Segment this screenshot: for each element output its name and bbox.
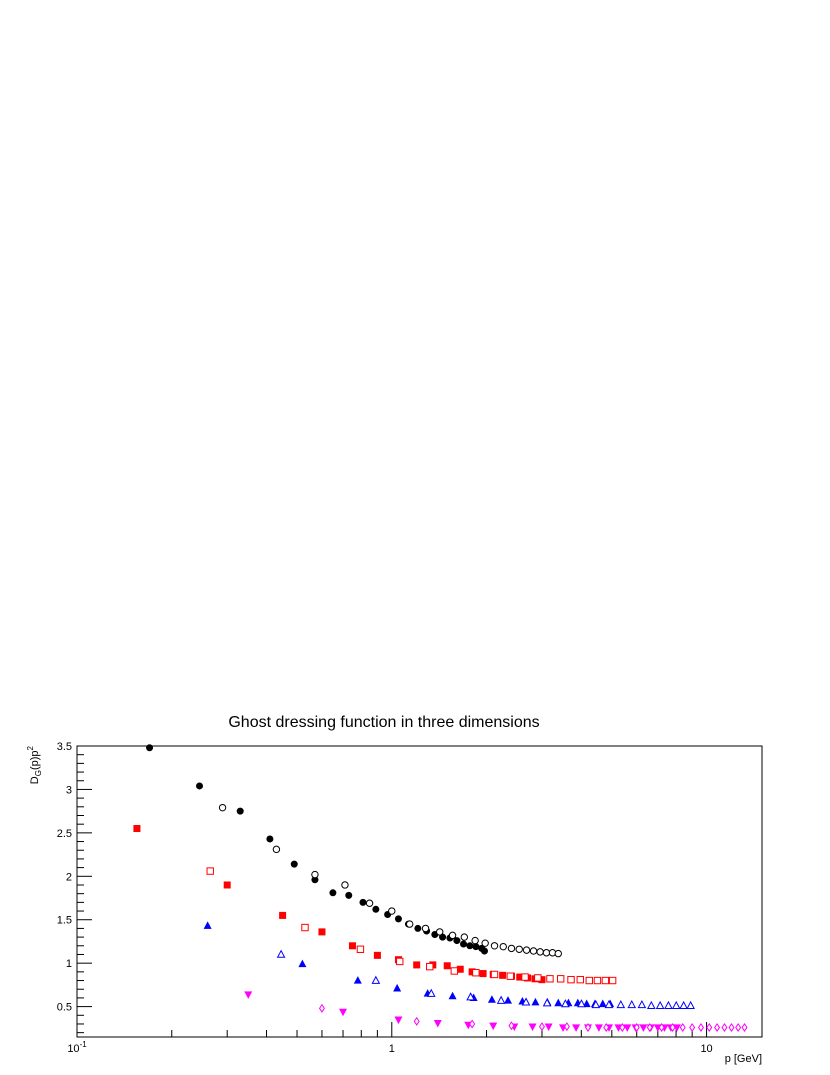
data-point bbox=[557, 976, 563, 982]
data-point bbox=[481, 948, 487, 954]
x-tick-label bbox=[700, 1043, 712, 1055]
data-point bbox=[461, 934, 467, 940]
data-point bbox=[196, 783, 202, 789]
data-point bbox=[507, 973, 513, 979]
data-point bbox=[543, 950, 549, 956]
data-point bbox=[349, 943, 355, 949]
data-point bbox=[330, 890, 336, 896]
data-point bbox=[414, 962, 420, 968]
data-point bbox=[480, 970, 486, 976]
y-axis-label bbox=[26, 745, 43, 784]
data-point bbox=[389, 908, 395, 914]
data-point bbox=[499, 972, 505, 978]
data-point bbox=[219, 804, 225, 810]
y-tick-label: 2 bbox=[65, 871, 72, 884]
data-point bbox=[537, 949, 543, 955]
x-tick-label-base: 10 bbox=[67, 1043, 80, 1055]
data-point bbox=[467, 943, 473, 949]
data-point bbox=[422, 925, 428, 931]
data-point bbox=[415, 925, 421, 931]
x-axis-label: p [GeV] bbox=[724, 1053, 762, 1065]
data-point bbox=[427, 963, 433, 969]
data-point bbox=[451, 968, 457, 974]
data-point bbox=[449, 932, 455, 938]
data-point bbox=[609, 977, 615, 983]
data-point bbox=[397, 958, 403, 964]
data-point bbox=[472, 937, 478, 943]
chart-title: Ghost dressing function in three dimensions bbox=[228, 714, 540, 731]
data-point bbox=[273, 846, 279, 852]
data-point bbox=[406, 921, 412, 927]
data-point bbox=[586, 977, 592, 983]
data-point bbox=[444, 963, 450, 969]
data-point bbox=[279, 912, 285, 918]
data-point bbox=[460, 941, 466, 947]
data-point bbox=[373, 906, 379, 912]
y-axis-label-sup: 2 bbox=[26, 746, 35, 751]
data-point bbox=[312, 871, 318, 877]
y-axis-label-base: D bbox=[29, 776, 41, 785]
data-point bbox=[319, 929, 325, 935]
data-point bbox=[491, 943, 497, 949]
y-axis-label-sub: G bbox=[34, 770, 43, 777]
data-point bbox=[207, 868, 213, 874]
data-point bbox=[473, 970, 479, 976]
data-point bbox=[523, 947, 529, 953]
data-point bbox=[267, 836, 273, 842]
data-point bbox=[555, 950, 561, 956]
data-point bbox=[535, 975, 541, 981]
x-tick-label bbox=[389, 1043, 395, 1055]
data-point bbox=[237, 808, 243, 814]
x-tick-label-sup: -1 bbox=[79, 1040, 87, 1049]
data-point bbox=[594, 977, 600, 983]
data-point bbox=[374, 952, 380, 958]
data-point bbox=[500, 943, 506, 949]
data-point bbox=[530, 948, 536, 954]
data-point bbox=[366, 900, 372, 906]
data-point bbox=[360, 899, 366, 905]
y-tick-label: 0.5 bbox=[56, 1001, 72, 1014]
data-point bbox=[568, 976, 574, 982]
y-tick-label: 2.5 bbox=[56, 827, 72, 840]
y-tick-label: 3 bbox=[65, 784, 72, 797]
data-point bbox=[291, 861, 297, 867]
y-tick-label: 3.5 bbox=[56, 741, 72, 753]
data-point bbox=[491, 971, 497, 977]
data-point bbox=[146, 745, 152, 751]
data-point bbox=[473, 943, 479, 949]
data-point bbox=[508, 945, 514, 951]
data-point bbox=[224, 882, 230, 888]
x-tick-label-base: 1 bbox=[388, 1043, 395, 1055]
data-point bbox=[342, 882, 348, 888]
data-point bbox=[302, 924, 308, 930]
data-point bbox=[516, 946, 522, 952]
x-tick-label-base: 10 bbox=[700, 1043, 713, 1055]
data-point bbox=[357, 946, 363, 952]
data-point bbox=[437, 929, 443, 935]
y-tick-label: 1.5 bbox=[56, 914, 72, 927]
data-point bbox=[134, 825, 140, 831]
y-axis-label-mid: (p)p bbox=[29, 750, 41, 771]
data-point bbox=[395, 916, 401, 922]
data-point bbox=[346, 892, 352, 898]
data-point bbox=[482, 940, 488, 946]
data-point bbox=[602, 977, 608, 983]
y-tick-label: 1 bbox=[65, 958, 72, 971]
data-point bbox=[522, 974, 528, 980]
data-point bbox=[577, 976, 583, 982]
data-point bbox=[547, 976, 553, 982]
